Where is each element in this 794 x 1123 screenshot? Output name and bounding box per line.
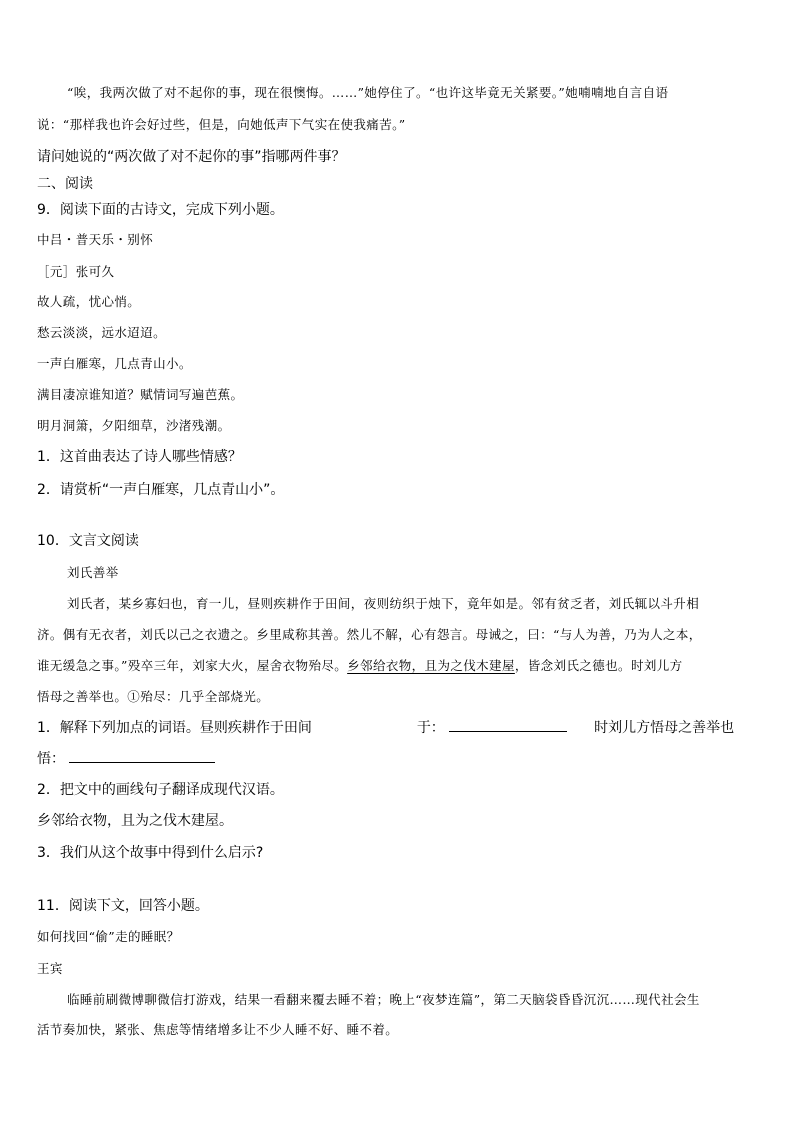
q10-text: 谁无缓急之事。”殁卒三年，刘家大火，屋舍衣物殆尽。 (37, 658, 348, 673)
q10-para-line: 悟母之善举也。①殆尽：几乎全部烧光。 (37, 689, 270, 704)
poem-line: 明月洞箫，夕阳细草，沙渚残潮。 (37, 418, 231, 433)
q11-intro: 11．阅读下文，回答小题。 (37, 898, 209, 914)
q10-para-line: 济。偶有无衣者，刘氏以己之衣遗之。乡里咸称其善。然儿不解，心有怨言。母诫之，曰：“与人为善，乃为人之本， (37, 627, 702, 642)
q10-sub1-line2 (37, 748, 215, 768)
story-question: 请问她说的“两次做了对不起你的事”指哪两件事？ (37, 149, 346, 165)
q10-para-line (37, 656, 683, 674)
poem-title: 中吕・普天乐・别怀 (37, 232, 154, 247)
q10-sub1-prompt: 1．解释下列加点的词语。昼则疾耕作于田间 (37, 720, 312, 736)
q10-heading: 10．文言文阅读 (37, 533, 139, 549)
q9-intro: 9．阅读下面的古诗文，完成下列小题。 (37, 202, 284, 218)
poem-line: 满目凄凉谁知道？赋情词写遍芭蕉。 (37, 387, 244, 402)
q9-sub2: 2．请赏析“一声白雁寒，几点青山小”。 (37, 482, 285, 498)
poem-line: 愁云淡淡，远水迢迢。 (37, 325, 167, 340)
poem-line: 故人疏，忧心悄。 (37, 294, 141, 309)
q9-sub1: 1．这首曲表达了诗人哪些情感？ (37, 449, 242, 465)
q10-sub1-line (37, 717, 734, 737)
story-line-2: 说：“那样我也许会好过些，但是，向她低声下气实在使我痛苦。” (37, 117, 406, 132)
q10-title: 刘氏善举 (67, 565, 119, 580)
answer-blank-yu[interactable] (449, 717, 567, 732)
story-line-1: “唉，我两次做了对不起你的事，现在很懊悔。……”她停住了。“也许这毕竟无关紧要。”她喃喃地自言自语 (67, 85, 669, 100)
poem-author: ［元］张可久 (37, 264, 115, 279)
poem-line: 一声白雁寒，几点青山小。 (37, 356, 192, 371)
answer-blank-wu[interactable] (69, 748, 215, 763)
q10-sub2-sentence: 乡邻给衣物，且为之伐木建屋。 (37, 813, 233, 829)
q11-title: 如何找回“偷”走的睡眠？ (37, 929, 180, 944)
q10-sub1-label-yu: 于： (416, 720, 445, 736)
q11-para-line: 临睡前刷微博聊微信打游戏，结果一看翻来覆去睡不着；晚上“夜梦连篇”，第二天脑袋昏昏沉沉……现代社会生 (67, 992, 700, 1007)
section-heading: 二、阅读 (37, 176, 93, 192)
q10-sub3: 3．我们从这个故事中得到什么启示? (37, 845, 264, 861)
q10-sub1-label-wu: 悟： (37, 751, 65, 767)
q10-sub1-second-phrase: 时刘儿方悟母之善举也 (594, 720, 735, 736)
q10-sub2: 2．把文中的画线句子翻译成现代汉语。 (37, 782, 284, 798)
q11-author: 王宾 (37, 961, 63, 976)
q10-para-line: 刘氏者，某乡寡妇也，育一儿，昼则疾耕作于田间，夜则纺织于烛下，竟年如是。邻有贫乏者，刘氏辄以斗升相 (67, 596, 700, 611)
q10-text: ，皆念刘氏之德也。时刘儿方 (514, 658, 683, 673)
q11-para-line: 活节奏加快，紧张、焦虑等情绪增多让不少人睡不好、睡不着。 (37, 1022, 399, 1037)
underlined-sentence: 乡邻给衣物，且为之伐木建屋 (347, 658, 515, 673)
